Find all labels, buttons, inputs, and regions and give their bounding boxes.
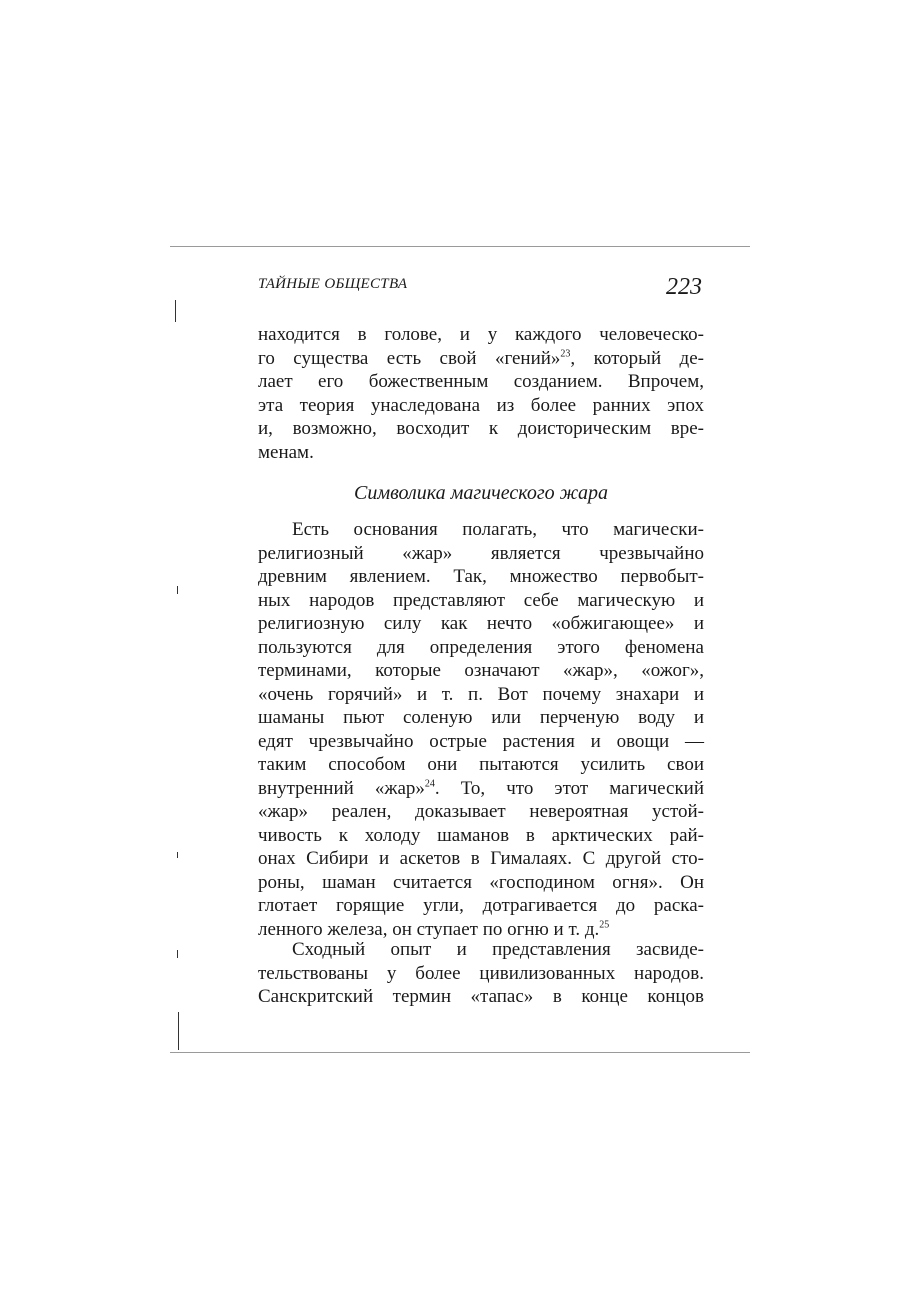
text-fragment: го существа есть свой «гений» (258, 347, 561, 369)
text-fragment: ленного железа, он ступает по огню и т. д. (258, 918, 600, 940)
text-line: религиозную силу как нечто «обжигающее» и (258, 613, 704, 634)
text-line: «очень горячий» и т. п. Вот почему знахари и (258, 683, 704, 705)
text-line: древним явлением. Так, множество первобыт- (258, 566, 704, 587)
text-fragment: , который де- (570, 347, 704, 369)
text-line: лает его божественным созданием. Впрочем, (258, 371, 704, 392)
margin-mark (177, 586, 178, 594)
text-line: Есть основания полагать, что магически- (292, 519, 704, 540)
footnote-ref: 24 (424, 778, 435, 790)
text-line: ных народов представляют себе магическую и (258, 589, 704, 611)
text-line: роны, шаман считается «господином огня». Он (258, 871, 704, 893)
text-line: пользуются для определения этого феномена (258, 636, 704, 658)
paragraph-2 (258, 518, 704, 941)
footnote-ref: 25 (599, 919, 610, 931)
running-title: ТАЙНЫЕ ОБЩЕСТВА (258, 276, 408, 292)
top-rule (170, 246, 750, 247)
text-line: «жар» реален, доказывает невероятная устой- (258, 801, 704, 822)
text-line: едят чрезвычайно острые растения и овощи — (258, 730, 704, 752)
text-line: глотает горящие угли, дотрагивается до раска- (258, 895, 704, 916)
text-line (258, 777, 704, 801)
margin-mark (178, 1012, 179, 1050)
text-line (258, 347, 704, 371)
paragraph-1 (258, 323, 704, 464)
bottom-rule (170, 1052, 750, 1053)
margin-mark (175, 300, 176, 322)
text-line: находится в голове, и у каждого человеческо- (258, 324, 704, 345)
footnote-ref: 23 (560, 348, 571, 360)
text-line: Санскритский термин «тапас» в конце концов (258, 986, 704, 1007)
text-line: онах Сибири и аскетов в Гималаях. С другой сто- (258, 848, 704, 869)
paragraph-3 (258, 938, 704, 1009)
text-fragment: . То, что этот магический (434, 777, 705, 799)
text-line: Сходный опыт и представления засвиде- (292, 939, 704, 960)
section-heading: Символика магического жара (354, 482, 608, 504)
margin-mark (177, 852, 178, 858)
margin-mark (177, 950, 178, 958)
text-line: менам. (258, 441, 314, 463)
text-fragment: внутренний «жар» (258, 777, 425, 799)
text-line: чивость к холоду шаманов в арктических рай- (258, 824, 704, 846)
text-line: таким способом они пытаются усилить свои (258, 754, 704, 775)
text-line: религиозный «жар» является чрезвычайно (258, 542, 704, 564)
text-line: тельствованы у более цивилизованных народов. (258, 962, 704, 984)
page-number: 223 (666, 274, 702, 300)
text-line: и, возможно, восходит к доисторическим вре- (258, 418, 704, 439)
text-line: шаманы пьют соленую или перченую воду и (258, 707, 704, 728)
text-line: эта теория унаследована из более ранних эпох (258, 394, 704, 416)
text-line: терминами, которые означают «жар», «ожог», (258, 660, 704, 681)
